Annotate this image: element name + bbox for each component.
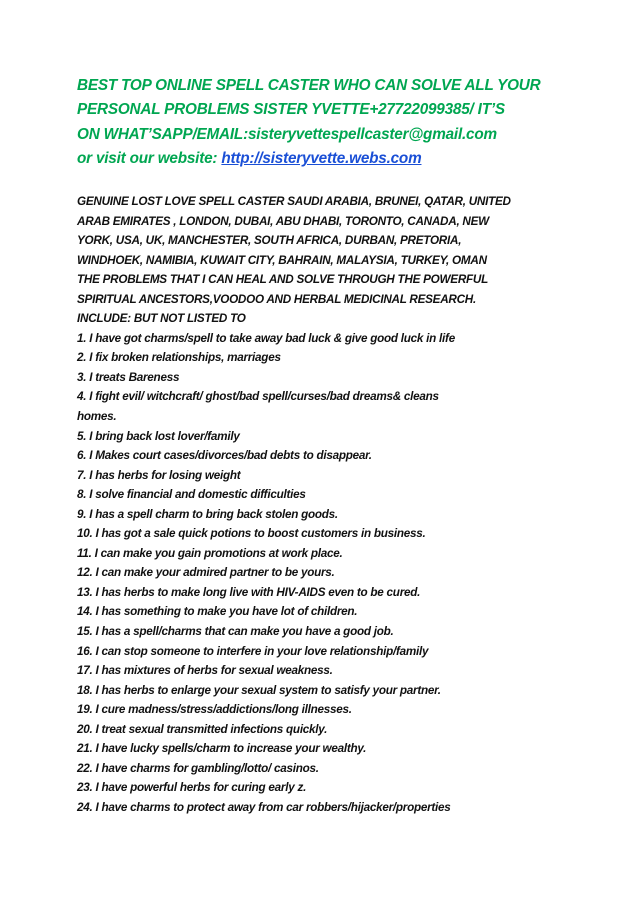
list-item: 3. I treats Bareness: [77, 370, 180, 384]
list-item: 11. I can make you gain promotions at work place.: [77, 546, 343, 560]
header-line: ON WHAT’SAPP/EMAIL:sisteryvettespellcaster@gmail.com: [77, 125, 497, 143]
list-item: 9. I has a spell charm to bring back stolen goods.: [77, 507, 338, 521]
document-header: [77, 74, 617, 172]
intro-line: WINDHOEK, NAMIBIA, KUWAIT CITY, BAHRAIN, MALAYSIA, TURKEY, OMAN: [77, 253, 487, 267]
list-item: 15. I has a spell/charms that can make you have a good job.: [77, 625, 394, 639]
list-item: 13. I has herbs to make long live with HIV-AIDS even to be cured.: [77, 585, 421, 599]
intro-line: YORK, USA, UK, MANCHESTER, SOUTH AFRICA, DURBAN, PRETORIA,: [77, 234, 462, 248]
list-item: 20. I treat sexual transmitted infections quickly.: [77, 722, 328, 736]
list-item: 2. I fix broken relationships, marriages: [77, 351, 281, 365]
services-list: [77, 329, 617, 818]
intro-line: THE PROBLEMS THAT I CAN HEAL AND SOLVE THROUGH THE POWERFUL: [77, 273, 488, 287]
list-item: 8. I solve financial and domestic difficulties: [77, 488, 306, 502]
list-item: 7. I has herbs for losing weight: [77, 468, 241, 482]
intro-line: GENUINE LOST LOVE SPELL CASTER SAUDI ARABIA, BRUNEI, QATAR, UNITED: [77, 195, 511, 208]
list-item: 1. I have got charms/spell to take away bad luck & give good luck in life: [77, 331, 455, 345]
header-line: PERSONAL PROBLEMS SISTER YVETTE+27722099385/ IT’S: [77, 101, 505, 119]
list-item: 12. I can make your admired partner to be yours.: [77, 566, 335, 580]
list-item: 18. I has herbs to enlarge your sexual system to satisfy your partner.: [77, 683, 441, 697]
header-line: BEST TOP ONLINE SPELL CASTER WHO CAN SOLVE ALL YOUR: [77, 77, 541, 94]
website-link[interactable]: http://sisteryvette.webs.com: [221, 150, 422, 168]
list-item: 5. I bring back lost lover/family: [77, 429, 240, 443]
website-line: [77, 147, 617, 171]
list-item: 21. I have lucky spells/charm to increase your wealthy.: [77, 742, 367, 756]
list-item: 4. I fight evil/ witchcraft/ ghost/bad spell/curses/bad dreams& cleans: [77, 390, 439, 404]
list-item: 6. I Makes court cases/divorces/bad debts to disappear.: [77, 449, 372, 463]
list-item: 24. I have charms to protect away from car robbers/hijacker/properties: [77, 800, 451, 814]
list-item: 23. I have powerful herbs for curing early z.: [77, 781, 307, 795]
document-body: [77, 192, 617, 818]
intro-line: INCLUDE: BUT NOT LISTED TO: [77, 312, 246, 326]
list-item: 19. I cure madness/stress/addictions/long illnesses.: [77, 703, 352, 717]
list-item: 16. I can stop someone to interfere in your love relationship/family: [77, 644, 429, 658]
list-item: 14. I has something to make you have lot of children.: [77, 605, 358, 619]
intro-paragraph: [77, 192, 617, 329]
list-item: 17. I has mixtures of herbs for sexual weakness.: [77, 664, 333, 678]
list-item: 10. I has got a sale quick potions to boost customers in business.: [77, 527, 426, 541]
list-item: 22. I have charms for gambling/lotto/ casinos.: [77, 761, 319, 775]
intro-line: SPIRITUAL ANCESTORS,VOODOO AND HERBAL MEDICINAL RESEARCH.: [77, 292, 476, 306]
intro-line: ARAB EMIRATES , LONDON, DUBAI, ABU DHABI, TORONTO, CANADA, NEW: [77, 214, 489, 228]
website-prefix: or visit our website:: [77, 150, 222, 168]
list-item: homes.: [77, 410, 117, 424]
